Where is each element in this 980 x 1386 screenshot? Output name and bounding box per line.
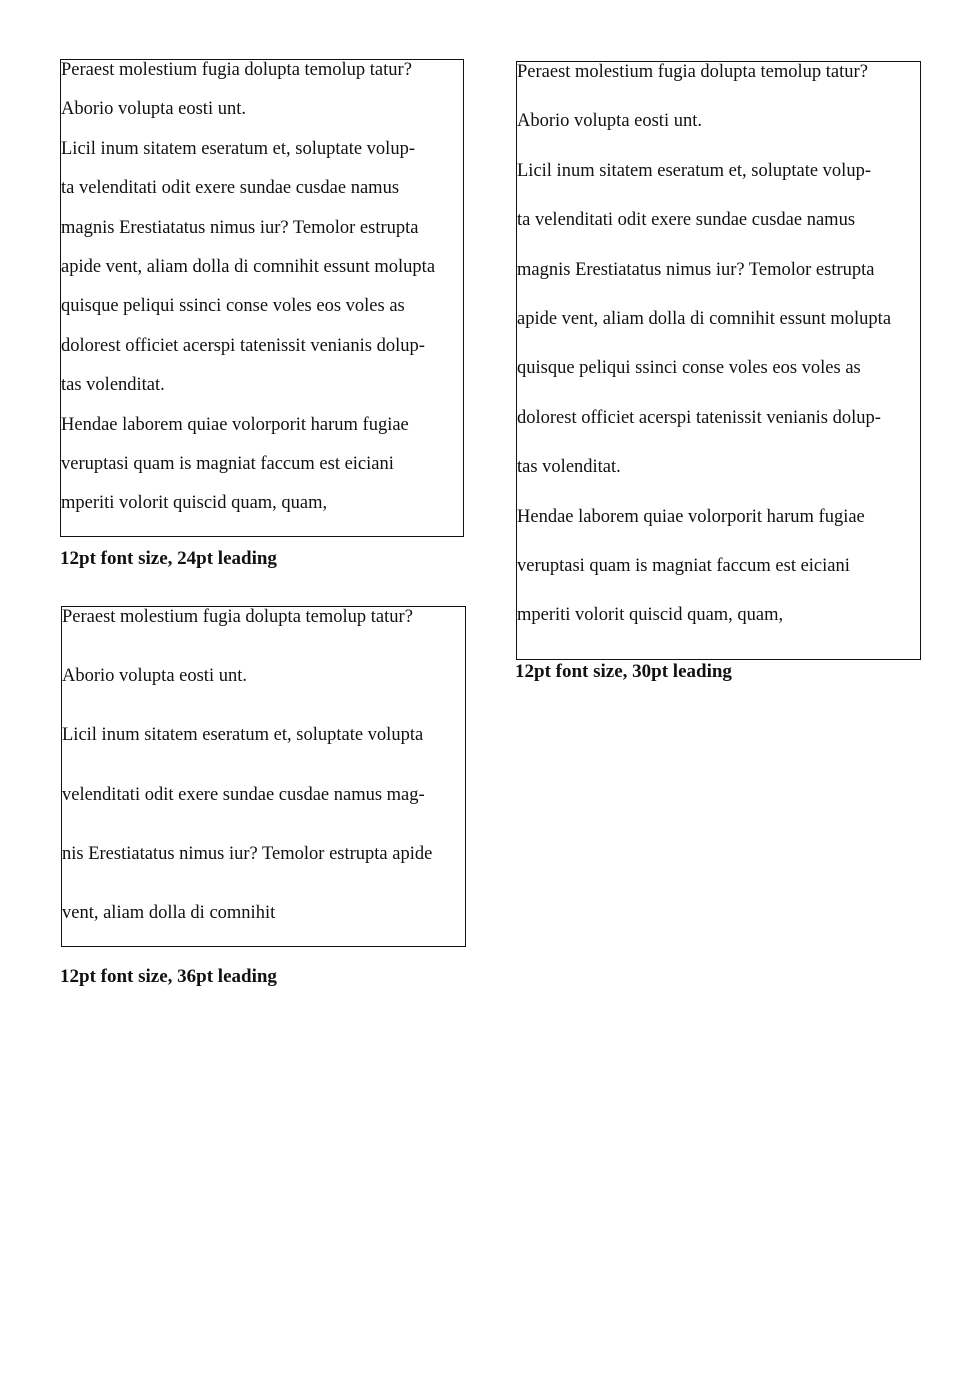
- sample-line: magnis Erestiatatus nimus iur? Temolor estrupta: [61, 217, 419, 238]
- sample-caption-30pt: 12pt font size, 30pt leading: [515, 661, 732, 682]
- sample-line: dolorest officiet acerspi tatenissit venianis dolup-: [517, 407, 881, 428]
- sample-line: ta velenditati odit exere sundae cusdae namus: [61, 178, 400, 199]
- sample-line: Hendae laborem quiae volorporit harum fugiae: [61, 414, 409, 435]
- sample-line: Licil inum sitatem eseratum et, soluptate volupta: [62, 725, 424, 746]
- text-sample-36pt-leading: [61, 606, 466, 947]
- sample-line: quisque peliqui ssinci conse voles eos voles as: [517, 358, 861, 379]
- sample-caption-24pt: 12pt font size, 24pt leading: [60, 548, 277, 569]
- text-sample-24pt-leading: [60, 59, 464, 537]
- sample-line: veruptasi quam is magniat faccum est eiciani: [61, 453, 394, 474]
- text-sample-30pt-leading: [516, 61, 921, 660]
- sample-line: apide vent, aliam dolla di comnihit essunt molupta: [61, 256, 436, 277]
- sample-line: Aborio volupta eosti unt.: [517, 111, 702, 132]
- sample-line: velenditati odit exere sundae cusdae namus mag-: [62, 784, 425, 805]
- sample-line: magnis Erestiatatus nimus iur? Temolor estrupta: [517, 259, 875, 280]
- sample-line: Aborio volupta eosti unt.: [61, 99, 246, 120]
- sample-line: tas volenditat.: [517, 457, 621, 478]
- sample-line: Peraest molestium fugia dolupta temolup tatur?: [62, 607, 413, 627]
- sample-line: veruptasi quam is magniat faccum est eiciani: [517, 555, 850, 576]
- sample-line: ta velenditati odit exere sundae cusdae namus: [517, 210, 856, 231]
- sample-line: dolorest officiet acerspi tatenissit venianis dolup-: [61, 335, 425, 356]
- sample-line: mperiti volorit quiscid quam, quam,: [61, 493, 328, 514]
- sample-line: Aborio volupta eosti unt.: [62, 666, 247, 687]
- sample-line: Peraest molestium fugia dolupta temolup tatur?: [517, 62, 868, 82]
- sample-line: Peraest molestium fugia dolupta temolup tatur?: [61, 60, 412, 80]
- sample-line: Licil inum sitatem eseratum et, soluptate volup-: [61, 138, 415, 159]
- sample-line: apide vent, aliam dolla di comnihit essunt molupta: [517, 308, 892, 329]
- sample-line: mperiti volorit quiscid quam, quam,: [517, 605, 784, 626]
- sample-line: Hendae laborem quiae volorporit harum fugiae: [517, 506, 865, 527]
- sample-line: Licil inum sitatem eseratum et, soluptate volup-: [517, 160, 871, 181]
- sample-caption-36pt: 12pt font size, 36pt leading: [60, 966, 277, 987]
- sample-line: vent, aliam dolla di comnihit: [62, 902, 276, 923]
- sample-line: nis Erestiatatus nimus iur? Temolor estrupta apide: [62, 843, 433, 864]
- sample-line: tas volenditat.: [61, 375, 165, 396]
- sample-line: quisque peliqui ssinci conse voles eos voles as: [61, 296, 405, 317]
